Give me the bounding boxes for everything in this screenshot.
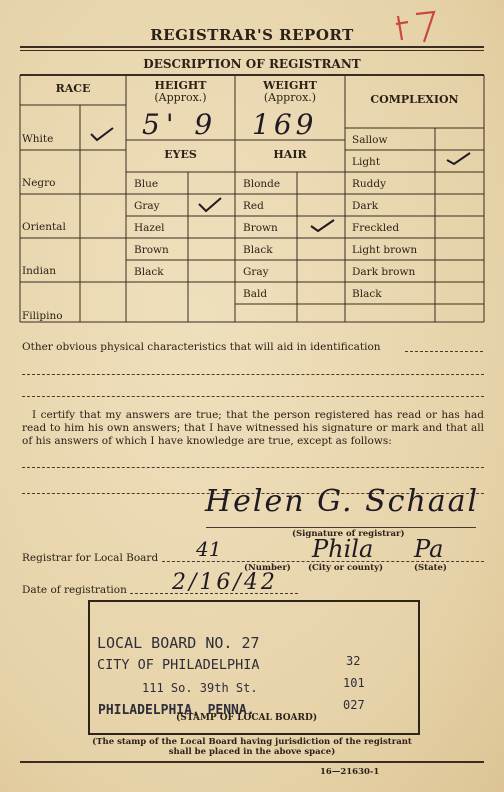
- description-table-grid: [0, 0, 504, 330]
- footer-note-line-2: shall be placed in the above space): [168, 747, 336, 757]
- eyes-header: EYES: [164, 148, 197, 161]
- weight-approx: (Approx.): [263, 91, 317, 104]
- race-oriental: Oriental: [22, 221, 66, 233]
- hair-brown-check: [308, 217, 336, 235]
- state-caption: (State): [414, 563, 447, 573]
- complexion-freckled: Freckled: [352, 222, 400, 234]
- stamp-caption: (STAMP OF LOCAL BOARD): [176, 713, 318, 723]
- signature-line: [206, 527, 476, 528]
- date-line: [130, 593, 298, 594]
- hair-blonde: Blonde: [243, 178, 281, 190]
- signature-caption: (Signature of registrar): [292, 529, 405, 539]
- eyes-hazel: Hazel: [134, 222, 165, 234]
- eyes-brown: Brown: [134, 244, 169, 256]
- eyes-gray: Gray: [134, 200, 160, 212]
- race-white-check: [88, 125, 116, 143]
- local-board-city: Phila: [312, 535, 374, 563]
- stamp-number-1: 32: [346, 654, 361, 668]
- race-filipino: Filipino: [22, 310, 63, 322]
- local-board-label: Registrar for Local Board: [22, 552, 159, 564]
- hair-gray: Gray: [243, 266, 269, 278]
- hair-header: HAIR: [273, 148, 307, 161]
- weight-header: WEIGHT: [263, 79, 317, 92]
- height-header: HEIGHT: [154, 79, 207, 92]
- complexion-dark: Dark: [352, 200, 379, 212]
- complexion-black: Black: [352, 288, 382, 300]
- card-title: REGISTRAR'S REPORT: [150, 26, 354, 44]
- other-characteristics-label: Other obvious physical characteristics that will aid in identification: [22, 341, 381, 353]
- stamp-line-1: LOCAL BOARD NO. 27: [97, 634, 260, 652]
- stamp-line-3: 111 So. 39th St.: [142, 681, 258, 695]
- other-characteristics-line-1: [405, 351, 483, 352]
- number-caption: (Number): [244, 563, 291, 573]
- height-value: 5' 9: [142, 108, 219, 141]
- race-header: RACE: [55, 82, 91, 95]
- footer-rule: [20, 761, 484, 763]
- stamp-line-4: PHILADELPHIA, PENNA.: [98, 703, 255, 718]
- eyes-blue: Blue: [134, 178, 159, 190]
- local-board-state: Pa: [414, 535, 444, 563]
- hair-red: Red: [243, 200, 264, 212]
- eyes-black: Black: [134, 266, 164, 278]
- complexion-header: COMPLEXION: [370, 93, 459, 106]
- hair-black: Black: [243, 244, 273, 256]
- local-board-number: 41: [196, 537, 222, 561]
- city-caption: (City or county): [308, 563, 384, 573]
- race-white: White: [22, 133, 54, 145]
- section-subtitle: DESCRIPTION OF REGISTRANT: [143, 57, 361, 71]
- complexion-light: Light: [352, 156, 381, 168]
- weight-value: 169: [252, 108, 318, 141]
- stamp-number-3: 027: [343, 698, 365, 712]
- registrar-signature: Helen G. Schaal: [205, 484, 480, 519]
- other-characteristics-line-3: [22, 396, 484, 397]
- height-approx: (Approx.): [154, 91, 207, 104]
- complexion-light-check: [444, 150, 472, 168]
- certification-text: I certify that my answers are true; that the person registered has read or has had read to him his own answers; that I have witnessed his signature or mark and that all of his answers of which I have knowledge are true, except as follows:: [22, 409, 484, 447]
- complexion-ruddy: Ruddy: [352, 178, 387, 190]
- local-board-line: [162, 561, 484, 562]
- other-characteristics-line-2: [22, 374, 484, 375]
- stamp-line-2: CITY OF PHILADELPHIA: [97, 657, 260, 673]
- race-indian: Indian: [22, 265, 57, 277]
- complexion-dark-brown: Dark brown: [352, 266, 416, 278]
- date-label: Date of registration: [22, 584, 127, 596]
- eyes-gray-check: [196, 196, 224, 214]
- complexion-light-brown: Light brown: [352, 244, 418, 256]
- hair-brown: Brown: [243, 222, 278, 234]
- form-number: 16—21630-1: [320, 767, 380, 777]
- hair-bald: Bald: [243, 288, 268, 300]
- exception-line-1: [22, 467, 484, 468]
- race-negro: Negro: [22, 177, 56, 189]
- stamp-number-2: 101: [343, 676, 365, 690]
- complexion-sallow: Sallow: [352, 134, 388, 146]
- date-value: 2/16/42: [172, 570, 278, 595]
- footer-note-line-1: (The stamp of the Local Board having jurisdiction of the registrant: [92, 737, 412, 747]
